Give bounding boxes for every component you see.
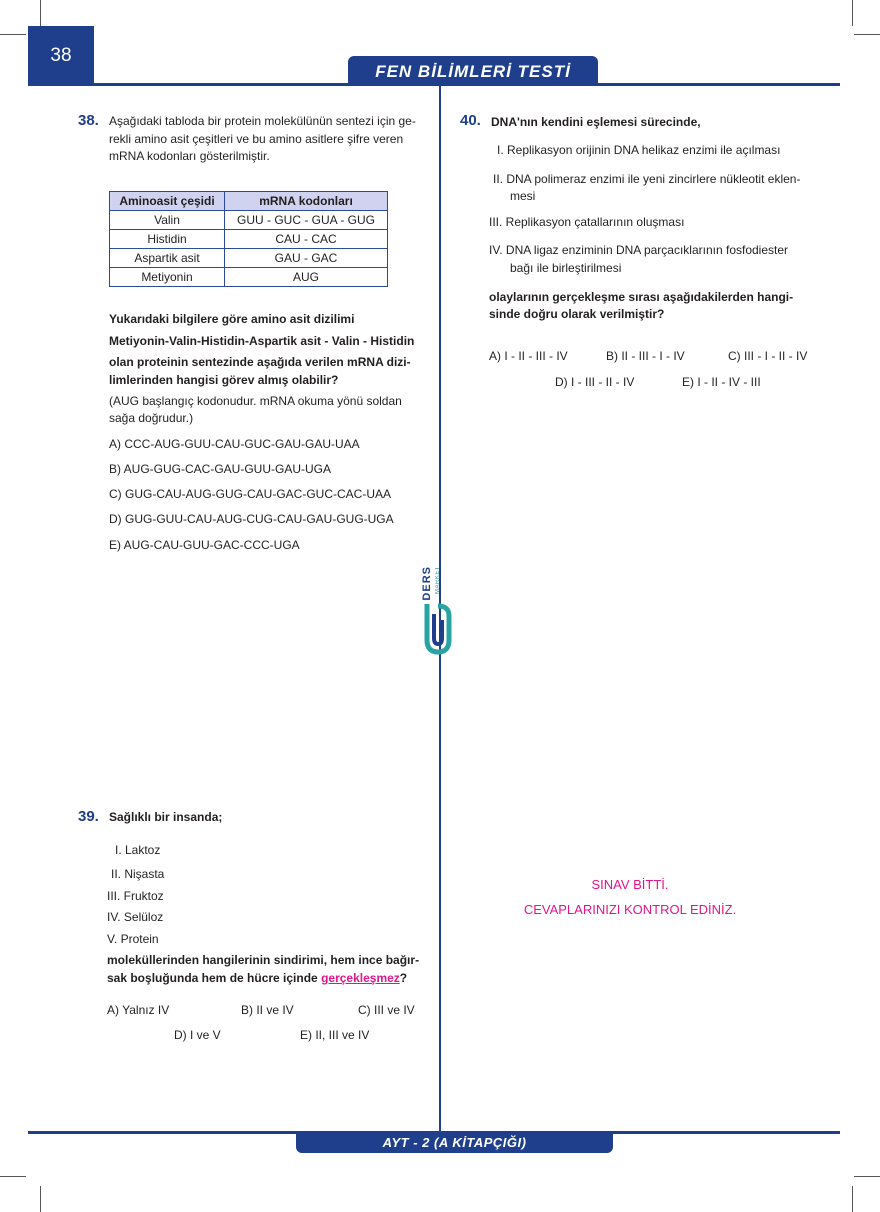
table-cell: GUU - GUC - GUA - GUG (225, 211, 388, 230)
page-number: 38 (28, 26, 94, 86)
question-39-title: Sağlıklı bir insanda; (109, 810, 223, 824)
table-cell: AUG (225, 268, 388, 287)
table-cell: Histidin (110, 230, 225, 249)
table-row (110, 268, 388, 287)
question-38-stem-3: olan proteinin sentezinde aşağıda verilen mRNA dizi- (109, 355, 411, 369)
crop-mark (852, 0, 853, 26)
item-seluloz: IV. Selüloz (107, 910, 164, 924)
item-fruktoz: III. Fruktoz (107, 889, 164, 903)
table-row (110, 230, 388, 249)
emphasis-word: gerçekleşmez (321, 971, 400, 985)
question-38-number: 38. (78, 112, 99, 129)
check-answers-message: CEVAPLARINIZI KONTROL EDİNİZ. (523, 902, 737, 917)
table-cell: Valin (110, 211, 225, 230)
question-38-stem-2: Metiyonin-Valin-Histidin-Aspartik asit - Valin - Histidin (109, 334, 415, 348)
question-39-stem-1: moleküllerinden hangilerinin sindirimi, hem ince bağır- (107, 953, 420, 967)
ders-market-logo (423, 566, 453, 656)
table-row (110, 249, 388, 268)
step-iv: IV. DNA ligaz enziminin DNA parçacıklarının fosfodiester (489, 243, 789, 257)
intro-line: rekli amino asit çeşitleri ve bu amino asitlere şifre veren (109, 131, 404, 146)
question-38-stem-1: Yukarıdaki bilgilere göre amino asit dizilimi (109, 312, 355, 326)
option-b[interactable]: B) II - III - I - IV (606, 349, 685, 363)
question-38-note-1: (AUG başlangıç kodonudur. mRNA okuma yönü soldan (109, 394, 402, 408)
option-c[interactable]: C) GUG-CAU-AUG-GUG-CAU-GAC-GUC-CAC-UAA (109, 487, 391, 501)
option-d[interactable]: D) I ve V (174, 1028, 221, 1042)
table-cell: Metiyonin (110, 268, 225, 287)
crop-mark (40, 1186, 41, 1212)
table-cell: Aspartik asit (110, 249, 225, 268)
question-38-stem-4: limlerinden hangisi görev almış olabilir? (109, 373, 339, 387)
crop-mark (854, 34, 880, 35)
step-ii: II. DNA polimeraz enzimi ile yeni zincirlere nükleotit eklen- (493, 172, 801, 186)
option-d[interactable]: D) GUG-GUU-CAU-AUG-CUG-CAU-GAU-GUG-UGA (109, 512, 394, 526)
step-ii-cont: mesi (510, 189, 536, 203)
option-e[interactable]: E) II, III ve IV (300, 1028, 370, 1042)
question-38-intro (109, 113, 424, 166)
option-d[interactable]: D) I - III - II - IV (555, 375, 635, 389)
intro-line: Aşağıdaki tabloda bir protein molekülünün sentezi için ge- (109, 114, 416, 128)
logo-mark-icon (423, 600, 453, 656)
option-c[interactable]: C) III - I - II - IV (728, 349, 808, 363)
stem-text: sak boşluğunda hem de hücre içinde (107, 971, 322, 985)
step-i: I. Replikasyon orijinin DNA helikaz enzimi ile açılması (497, 143, 781, 157)
question-38-note-2: sağa doğrudur.) (109, 411, 194, 425)
crop-mark (40, 0, 41, 26)
option-c[interactable]: C) III ve IV (358, 1003, 415, 1017)
booklet-label: AYT - 2 (A KİTAPÇIĞI) (296, 1133, 613, 1153)
item-nisasta: II. Nişasta (111, 867, 165, 881)
question-40-title: DNA'nın kendini eşlemesi sürecinde, (491, 115, 701, 129)
table-cell: GAU - GAC (225, 249, 388, 268)
option-a[interactable]: A) Yalnız IV (107, 1003, 170, 1017)
logo-text-market: MARKET (435, 566, 441, 595)
crop-mark (0, 34, 26, 35)
table-row (110, 211, 388, 230)
exam-end-message: SINAV BİTTİ. (591, 877, 669, 892)
step-iii: III. Replikasyon çatallarının oluşması (489, 215, 685, 229)
option-e[interactable]: E) I - II - IV - III (682, 375, 761, 389)
question-39-number: 39. (78, 808, 99, 825)
table-header: mRNA kodonları (225, 192, 388, 211)
item-laktoz: I. Laktoz (115, 843, 161, 857)
question-40-stem-1: olaylarının gerçekleşme sırası aşağıdakilerden hangi- (489, 290, 794, 304)
logo-text-ders: DERS (421, 566, 433, 601)
option-b[interactable]: B) AUG-GUG-CAC-GAU-GUU-GAU-UGA (109, 462, 331, 476)
step-iv-cont: bağı ile birleştirilmesi (510, 261, 622, 275)
intro-line: mRNA kodonları gösterilmiştir. (109, 149, 270, 163)
codon-table (109, 191, 388, 287)
question-40-stem-2: sinde doğru olarak verilmiştir? (489, 307, 665, 321)
option-e[interactable]: E) AUG-CAU-GUU-GAC-CCC-UGA (109, 538, 300, 552)
option-b[interactable]: B) II ve IV (241, 1003, 294, 1017)
option-a[interactable]: A) CCC-AUG-GUU-CAU-GUC-GAU-GAU-UAA (109, 437, 360, 451)
crop-mark (852, 1186, 853, 1212)
test-title: FEN BİLİMLERİ TESTİ (348, 56, 598, 86)
table-cell: CAU - CAC (225, 230, 388, 249)
question-40-number: 40. (460, 112, 481, 129)
item-protein: V. Protein (107, 932, 159, 946)
crop-mark (0, 1176, 26, 1177)
stem-text: ? (399, 971, 408, 985)
question-39-stem-2 (107, 970, 407, 988)
table-header-row (110, 192, 388, 211)
table-header: Aminoasit çeşidi (110, 192, 225, 211)
crop-mark (854, 1176, 880, 1177)
option-a[interactable]: A) I - II - III - IV (489, 349, 568, 363)
